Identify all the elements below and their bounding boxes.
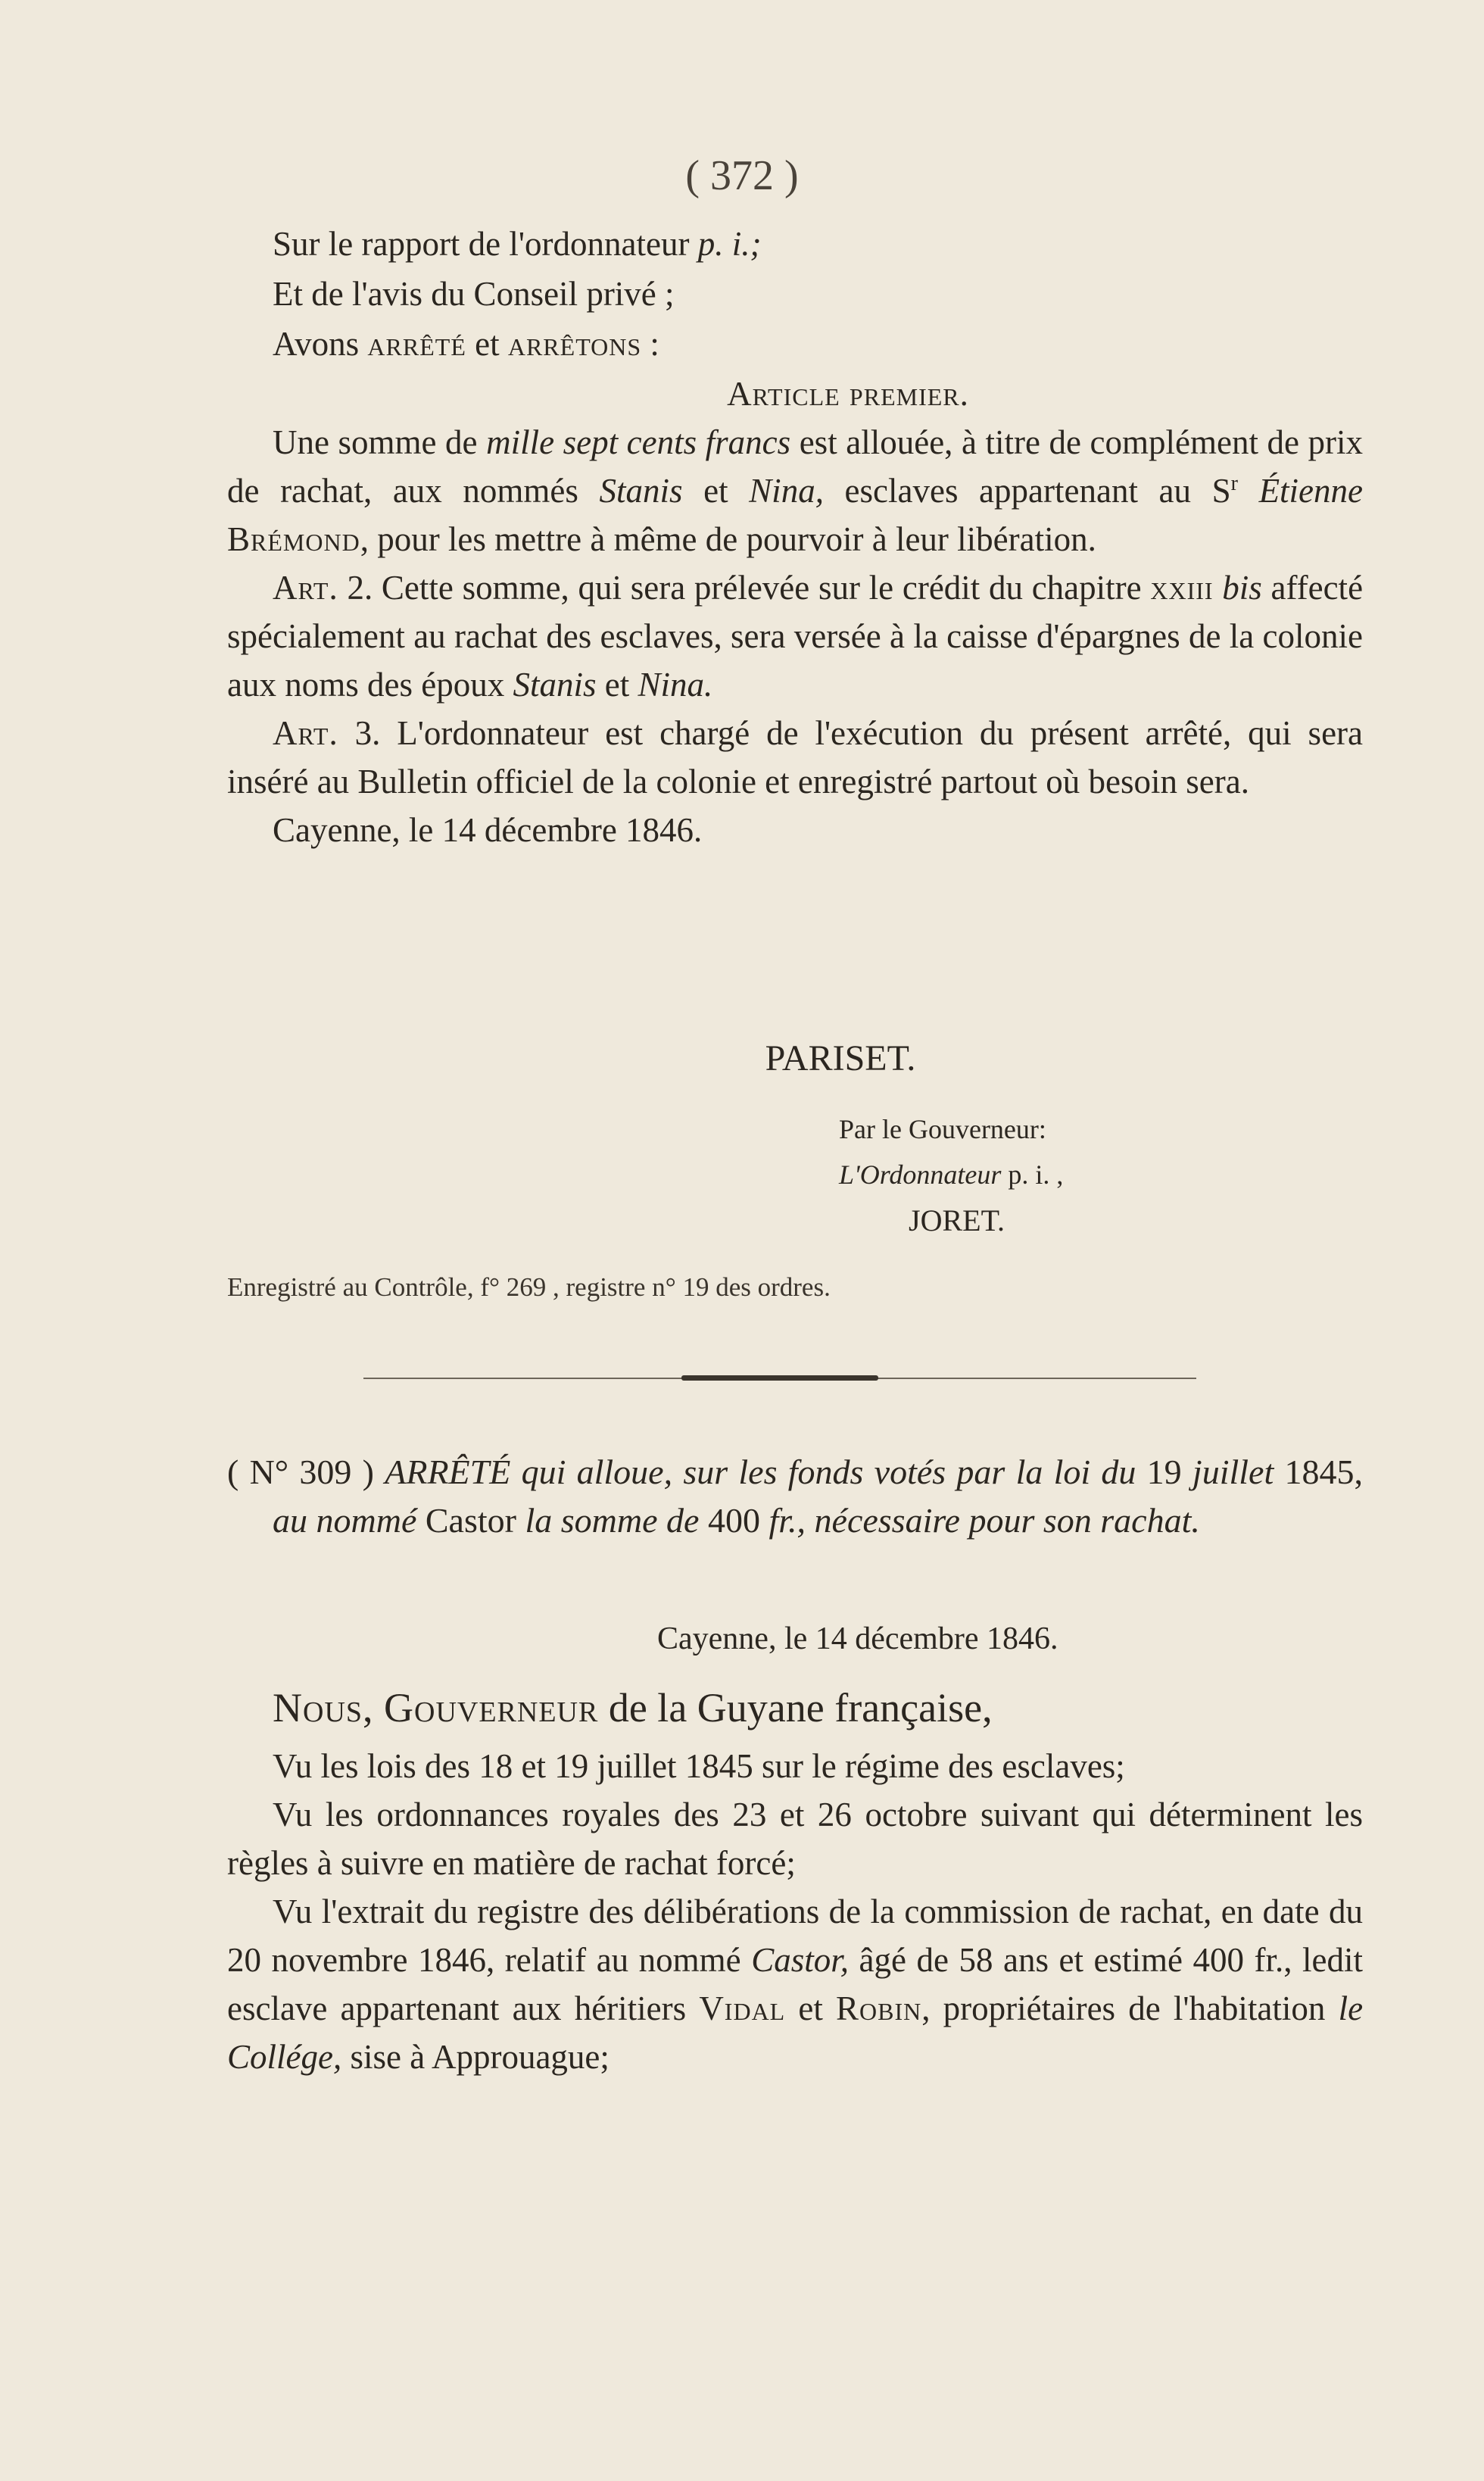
smallcaps-span: Robin	[836, 1989, 922, 2027]
text-span: et	[798, 1989, 823, 2027]
paragraph-date: Cayenne, le 14 décembre 1846.	[273, 811, 703, 849]
smallcaps-span: Nous,	[273, 1685, 374, 1730]
arrete-date: Cayenne, le 14 décembre 1846.	[657, 1621, 1058, 1656]
paragraph-vu-ordonnances: Vu les ordonnances royales des 23 et 26 octobre suivant qui déterminent les règles à suivre en matière de rachat forcé;	[227, 1796, 1363, 1882]
paragraph-vu-extrait	[227, 1887, 1363, 2081]
smallcaps-span: arrêté	[367, 325, 466, 363]
text-span: et	[604, 666, 630, 704]
text-span: et	[703, 472, 728, 510]
italic-span: mille sept cents francs	[486, 423, 791, 461]
section-divider-ornament	[681, 1375, 878, 1381]
smallcaps-span: xxiii	[1150, 569, 1214, 607]
text-span: 19	[1146, 1453, 1182, 1491]
text-span: de la Guyane française,	[608, 1685, 993, 1730]
superscript: r	[1230, 472, 1238, 495]
arrete-title-paragraph	[227, 1448, 1363, 1545]
paragraph-article-3	[227, 709, 1363, 806]
paragraph-vu-lois: Vu les lois des 18 et 19 juillet 1845 sur le régime des esclaves;	[273, 1747, 1125, 1785]
arrete-continuation	[227, 220, 1363, 854]
italic-span: Étienne	[1258, 472, 1364, 510]
paragraph-rapport	[227, 220, 1363, 268]
text-span: 3. L'ordonnateur est chargé de l'exécution du présent arrêté, qui sera inséré au Bulletin officiel de la colonie et enregistré partout où besoin sera.	[227, 714, 1364, 800]
signature: PARISET.	[765, 1038, 916, 1078]
text-span: Une somme de	[273, 423, 478, 461]
italic-span: L'Ordonnateur	[839, 1159, 1002, 1190]
italic-span: Stanis	[599, 472, 683, 510]
paragraph-article-2	[227, 563, 1363, 709]
joret-signature: JORET.	[909, 1203, 1005, 1237]
text-span: esclaves appartenant au S	[844, 472, 1231, 510]
text-span: sise à Approuague;	[350, 2038, 610, 2076]
registration-note: Enregistré au Contrôle, f° 269 , registre n° 19 des ordres.	[227, 1272, 831, 1302]
italic-span: Stanis	[513, 666, 597, 704]
italic-span: fr., nécessaire pour son rachat.	[768, 1501, 1200, 1540]
text-span: Sur le rapport de l'ordonnateur	[273, 225, 690, 263]
smallcaps-span: Brémond	[227, 520, 360, 558]
text-span: , propriétaires de l'habitation	[921, 1989, 1326, 2027]
paragraph-nous	[227, 1681, 1363, 1734]
italic-span: Nina.	[638, 666, 713, 704]
article-heading: Article premier.	[727, 375, 969, 413]
italic-span: juillet	[1192, 1453, 1274, 1491]
italic-span: au nommé	[273, 1501, 417, 1540]
italic-span: bis	[1222, 569, 1262, 607]
text-span: 2. Cette somme, qui sera prélevée sur le crédit du chapitre	[347, 569, 1142, 607]
paragraph-article-1	[227, 418, 1363, 563]
smallcaps-span: Gouverneur	[384, 1685, 599, 1730]
paragraph-avis: Et de l'avis du Conseil privé ;	[273, 275, 675, 313]
text-span: :	[650, 325, 659, 363]
arrete-vus	[227, 1742, 1363, 2081]
text-span: affecté spécialement au rachat des esclaves, sera versée à la caisse d'épargnes de la colonie aux noms des époux	[227, 569, 1364, 704]
smallcaps-span: Art.	[273, 569, 338, 607]
italic-span: p. i.;	[697, 225, 762, 263]
text-span: 1845,	[1284, 1453, 1363, 1491]
page-number: ( 372 )	[685, 152, 799, 199]
italic-span: le Collége,	[227, 1989, 1364, 2076]
smallcaps-span: Vidal	[699, 1989, 786, 2027]
text-span: 400	[707, 1501, 760, 1540]
smallcaps-span: arrêtons	[507, 325, 642, 363]
arrete-309-title	[227, 1448, 1363, 1545]
text-span: , pour les mettre à même de pourvoir à leur libération.	[360, 520, 1096, 558]
text-span: Vu l'extrait du registre des délibérations de la commission de rachat, en date du 20 novembre 1846, relatif au nommé	[227, 1893, 1363, 1979]
text-span: est allouée, à titre de complément de prix de rachat, aux nommés	[227, 423, 1363, 510]
smallcaps-span: Art.	[273, 714, 338, 752]
italic-span: Castor,	[751, 1941, 850, 1979]
italic-span: ARRÊTÉ qui alloue, sur les fonds votés par la loi du	[385, 1453, 1136, 1491]
paragraph-avons-arrete	[227, 320, 1363, 368]
text-span: âgé de 58 ans et estimé 400 fr., ledit esclave appartenant aux héritiers	[227, 1941, 1364, 2027]
arrete-number: ( N° 309 )	[227, 1453, 374, 1491]
italic-span: la somme de	[525, 1501, 700, 1540]
text-span: Avons	[273, 325, 360, 363]
arrete-preamble	[227, 1681, 1363, 1734]
text-span: Castor	[425, 1501, 516, 1540]
italic-span: Nina,	[749, 472, 824, 510]
by-governor-line: Par le Gouverneur:	[839, 1114, 1046, 1144]
text-span: p. i. ,	[1008, 1159, 1064, 1190]
ordonnateur-line	[0, 1159, 1484, 1191]
text-span: et	[475, 325, 500, 363]
